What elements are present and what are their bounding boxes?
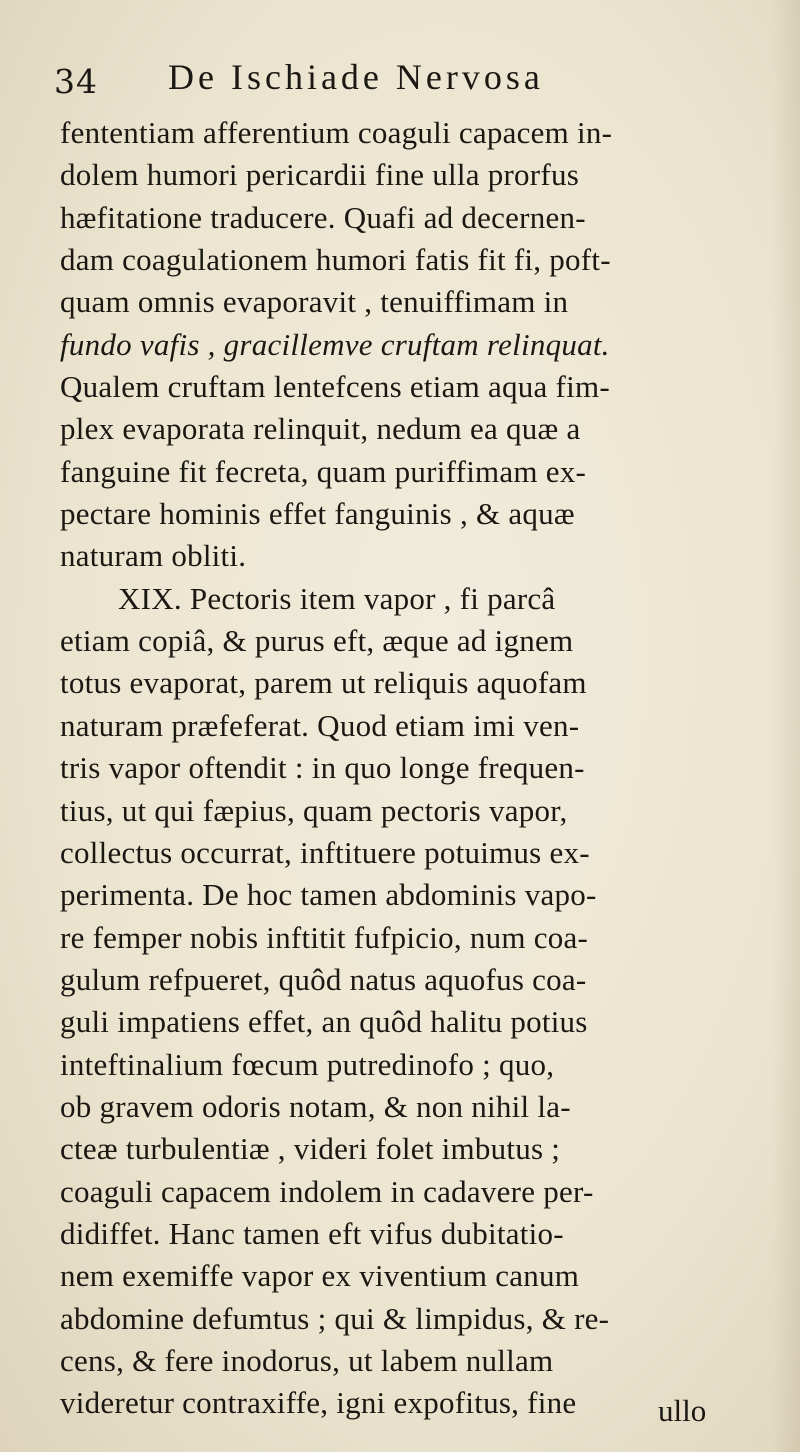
- text-line: dam coagulationem humori fatis fit fi, poft-: [60, 242, 611, 278]
- text-line: cteæ turbulentiæ , videri folet imbutus ;: [60, 1131, 561, 1167]
- text-line: cens, & fere inodorus, ut labem nullam: [60, 1342, 554, 1378]
- text-line: quam omnis evaporavit , tenuiffimam in: [60, 284, 569, 320]
- text-line: perimenta. De hoc tamen abdominis vapo-: [60, 877, 597, 913]
- text-line: collectus occurrat, inftituere potuimus ex-: [60, 834, 590, 870]
- text-line: fundo vafis , gracillemve cruftam relinquat.: [60, 326, 610, 362]
- text-line: totus evaporat, parem ut reliquis aquofam: [60, 665, 587, 701]
- text-line: Qualem cruftam lentefcens etiam aqua fim-: [60, 369, 610, 405]
- running-title: De Ischiade Nervosa: [168, 57, 544, 97]
- text-line: hæfitatione traducere. Quafi ad decernen-: [60, 199, 586, 235]
- text-line: inteftinalium fœcum putredinofo ; quo,: [60, 1046, 555, 1082]
- text-line: etiam copiâ, & purus eft, æque ad ignem: [60, 623, 574, 659]
- page-header: [54, 56, 754, 106]
- text-line: guli impatiens effet, an quôd halitu potius: [60, 1004, 588, 1040]
- text-line: pectare hominis effet fanguinis , & aquæ: [60, 496, 575, 532]
- text-line: re femper nobis inftitit fufpicio, num coa-: [60, 919, 589, 955]
- text-line: gulum refpueret, quôd natus aquofus coa-: [60, 961, 587, 997]
- text-line: naturam obliti.: [60, 538, 247, 574]
- text-line: plex evaporata relinquit, nedum ea quæ a: [60, 411, 581, 447]
- text-line: fententiam afferentium coaguli capacem in-: [60, 115, 613, 150]
- text-line: videretur contraxiffe, igni expofitus, fine: [60, 1385, 577, 1421]
- text-line: nem exemiffe vapor ex viventium canum: [60, 1258, 580, 1294]
- text-line: tius, ut qui fæpius, quam pectoris vapor,: [60, 792, 568, 828]
- text-line: tris vapor oftendit : in quo longe frequen-: [60, 750, 585, 786]
- section-start-line: XIX. Pectoris item vapor , fi parcâ: [118, 580, 556, 616]
- text-line: abdomine defumtus ; qui & limpidus, & re-: [60, 1300, 610, 1336]
- body-text: [60, 112, 780, 1425]
- text-line: naturam præfeferat. Quod etiam imi ven-: [60, 707, 580, 743]
- text-line: dolem humori pericardii fine ulla prorfus: [60, 157, 580, 193]
- text-line: didiffet. Hanc tamen eft vifus dubitatio-: [60, 1215, 564, 1251]
- text-line: coaguli capacem indolem in cadavere per-: [60, 1173, 594, 1209]
- text-line: fanguine fit fecreta, quam puriffimam ex-: [60, 453, 587, 489]
- page-number: 34: [54, 62, 98, 101]
- catchword: ullo: [658, 1393, 707, 1428]
- text-line: ob gravem odoris notam, & non nihil la-: [60, 1088, 571, 1124]
